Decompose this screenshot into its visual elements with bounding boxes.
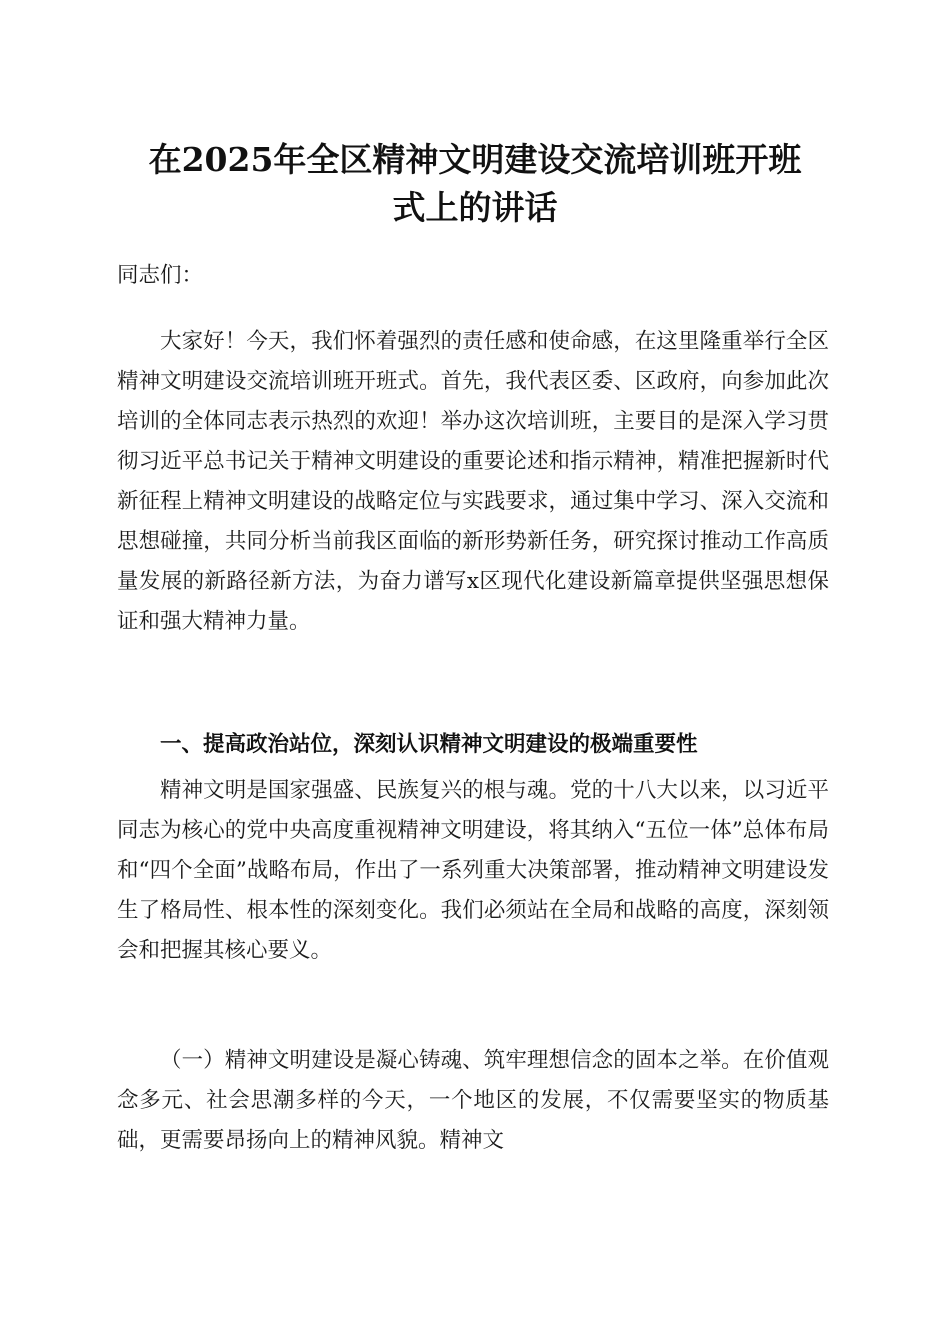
subsection-1-paragraph: （一）精神文明建设是凝心铸魂、筑牢理想信念的固本之举。在价值观念多元、社会思潮多样的今天，一个地区的发展，不仅需要坚实的物质基础，更需要昂扬向上的精神风貌。精神文	[117, 1048, 829, 1153]
section-1-heading: 一、提高政治站位，深刻认识精神文明建设的极端重要性	[160, 732, 698, 757]
document-title-line-2: 式上的讲话	[392, 188, 558, 227]
document-title-line-1: 在2025年全区精神文明建设交流培训班开班	[148, 140, 802, 179]
salutation: 同志们：	[117, 263, 204, 288]
section-1-paragraph: 精神文明是国家强盛、民族复兴的根与魂。党的十八大以来，以习近平同志为核心的党中央高度重视精神文明建设，将其纳入“五位一体”总体布局和“四个全面”战略布局，作出了一系列重大决策部署，推动精神文明建设发生了格局性、根本性的深刻变化。我们必须站在全局和战略的高度，深刻领会和把握其核心要义。	[117, 778, 829, 963]
intro-paragraph: 大家好！今天，我们怀着强烈的责任感和使命感，在这里隆重举行全区精神文明建设交流培训班开班式。首先，我代表区委、区政府，向参加此次培训的全体同志表示热烈的欢迎！举办这次培训班，主要目的是深入学习贯彻习近平总书记关于精神文明建设的重要论述和指示精神，精准把握新时代新征程上精神文明建设的战略定位与实践要求，通过集中学习、深入交流和思想碰撞，共同分析当前我区面临的新形势新任务，研究探讨推动工作高质量发展的新路径新方法，为奋力谱写x区现代化建设新篇章提供坚强思想保证和强大精神力量。	[117, 329, 829, 634]
